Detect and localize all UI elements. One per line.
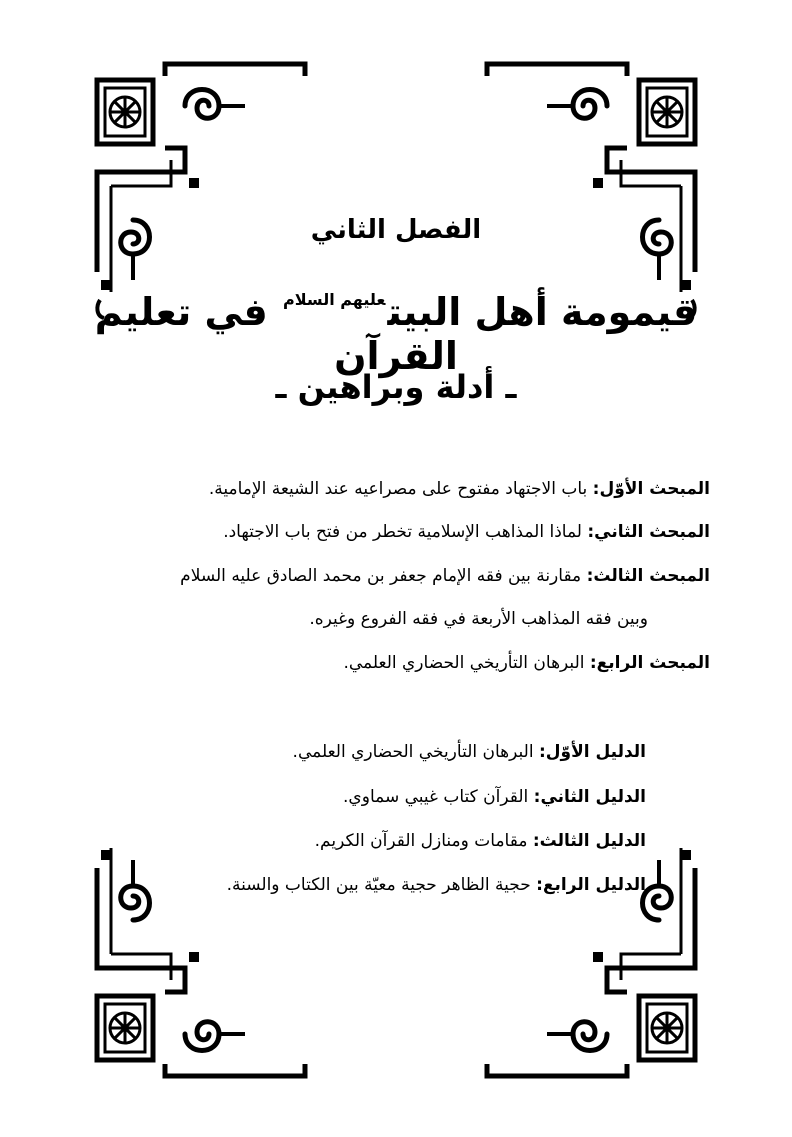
section-text: البرهان التأريخي الحضاري العلمي.: [343, 653, 590, 673]
evidence-item: [227, 875, 646, 895]
evidence-label: الدليل الثالث:: [532, 831, 646, 851]
title-part-2: في تعليم القرآن: [94, 290, 458, 378]
chapter-subtitle: ـ أدلة وبراهين ـ: [275, 368, 517, 406]
honorific-mark: عليهم السلام: [283, 290, 386, 309]
section-label: المبحث الأوّل:: [592, 479, 710, 499]
section-label: المبحث الثاني:: [587, 522, 710, 542]
section-item: [223, 522, 710, 542]
chapter-label: الفصل الثاني: [310, 215, 482, 245]
section-label: المبحث الثالث:: [586, 566, 710, 586]
evidence-label: الدليل الأوّل:: [538, 742, 646, 762]
section-text: باب الاجتهاد مفتوح على مصراعيه عند الشيعة الإمامية.: [208, 479, 593, 499]
evidence-item: [343, 787, 646, 807]
title-part-1: قيمومة أهل البيت: [387, 290, 698, 334]
section-text: مقارنة بين فقه الإمام جعفر بن محمد الصادق عليه السلام: [180, 566, 587, 586]
section-item: [180, 566, 710, 586]
evidence-label: الدليل الثاني:: [533, 787, 646, 807]
evidence-item: [293, 742, 646, 762]
section-item: [209, 479, 710, 499]
evidence-text: حجية الظاهر حجية معيّة بين الكتاب والسنة.: [226, 875, 537, 895]
chapter-title: [80, 290, 712, 378]
evidence-item: [315, 831, 646, 851]
section-item: [343, 653, 710, 673]
section-text: لماذا المذاهب الإسلامية تخطر من فتح باب الاجتهاد.: [223, 522, 588, 542]
evidence-text: مقامات ومنازل القرآن الكريم.: [314, 831, 533, 851]
evidence-label: الدليل الرابع:: [536, 875, 646, 895]
section-continuation: وبين فقه المذاهب الأربعة في فقه الفروع وغيره.: [309, 609, 648, 629]
evidence-text: القرآن كتاب غيبي سماوي.: [343, 787, 534, 807]
section-label: المبحث الرابع:: [589, 653, 710, 673]
evidence-text: البرهان التأريخي الحضاري العلمي.: [292, 742, 539, 762]
